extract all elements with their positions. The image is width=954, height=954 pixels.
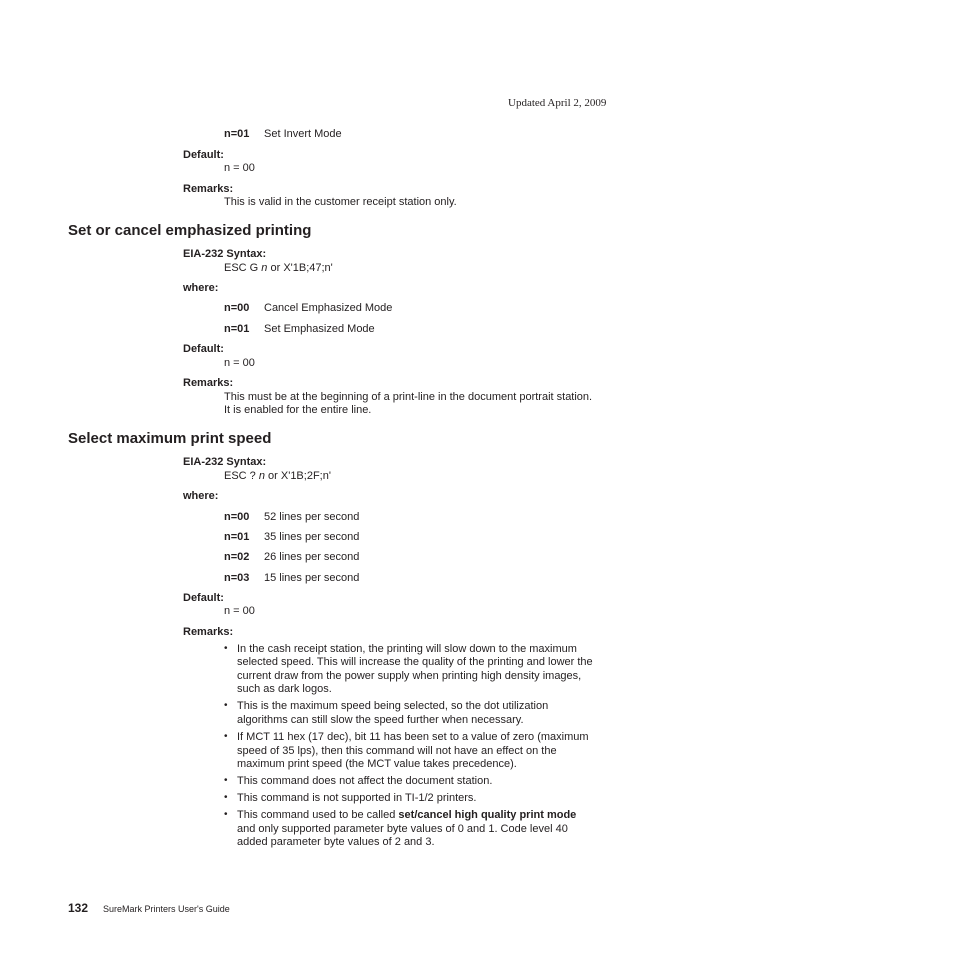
bullet-line: In the cash receipt station, the printing will slow down to the maximum [237, 643, 577, 655]
syntax-text: ESC G n or X'1B;47;n' [224, 262, 333, 274]
bullet-line: speed of 35 lps), then this command will not have an effect on the [237, 745, 557, 757]
page-number: 132 [68, 901, 89, 915]
param-key: n=00 [224, 511, 250, 523]
remarks-label: Remarks: [183, 183, 234, 195]
bullet-line: This command does not affect the document station. [237, 775, 493, 787]
default-value: n = 00 [224, 162, 255, 174]
bullet-line: If MCT 11 hex (17 dec), bit 11 has been set to a value of zero (maximum [237, 731, 589, 743]
param-key: n=00 [224, 302, 250, 314]
param-key: n=01 [224, 323, 250, 335]
where-label: where: [183, 490, 219, 502]
where-label: where: [183, 282, 219, 294]
param-key: n=02 [224, 551, 250, 563]
guide-title: SureMark Printers User's Guide [103, 904, 230, 914]
param-desc: 15 lines per second [264, 572, 360, 584]
default-label: Default: [183, 149, 224, 161]
bullet-line: current draw from the power supply when printing high density images, [237, 670, 582, 682]
remarks-line: It is enabled for the entire line. [224, 404, 372, 416]
bullet-line: and only supported parameter byte values of 0 and 1. Code level 40 [237, 823, 568, 835]
bullet-line: algorithms can still slow the speed further when necessary. [237, 714, 524, 726]
syntax-label: EIA-232 Syntax: [183, 248, 267, 260]
syntax-text: ESC ? n or X'1B;2F;n' [224, 470, 331, 482]
param-key: n=01 [224, 531, 250, 543]
remarks-text: This is valid in the customer receipt station only. [224, 196, 457, 208]
updated-date: Updated April 2, 2009 [508, 97, 607, 109]
bullet-icon: • [224, 731, 228, 742]
bullet-icon: • [224, 643, 228, 654]
bullet-line: added parameter byte values of 2 and 3. [237, 836, 435, 848]
syntax-label: EIA-232 Syntax: [183, 456, 267, 468]
bullet-icon: • [224, 792, 228, 803]
section-heading: Select maximum print speed [68, 430, 272, 447]
default-value: n = 00 [224, 605, 255, 617]
bullet-line: This command used to be called set/cancel high quality print mode [237, 809, 577, 821]
default-label: Default: [183, 592, 224, 604]
bullet-line: This is the maximum speed being selected, so the dot utilization [237, 700, 549, 712]
param-desc: 35 lines per second [264, 531, 360, 543]
bullet-icon: • [224, 809, 228, 820]
bullet-line: selected speed. This will increase the quality of the printing and lower the [237, 656, 593, 668]
remarks-label: Remarks: [183, 377, 234, 389]
bullet-icon: • [224, 775, 228, 786]
param-key: n=03 [224, 572, 250, 584]
bullet-line: such as dark logos. [237, 683, 332, 695]
section-heading: Set or cancel emphasized printing [68, 222, 312, 239]
bullet-icon: • [224, 700, 228, 711]
param-key: n=01 [224, 128, 250, 140]
remarks-label: Remarks: [183, 626, 234, 638]
param-desc: 26 lines per second [264, 551, 360, 563]
default-value: n = 00 [224, 357, 255, 369]
default-label: Default: [183, 343, 224, 355]
remarks-line: This must be at the beginning of a print-line in the document portrait station. [224, 391, 593, 403]
bullet-line: This command is not supported in TI-1/2 printers. [237, 792, 477, 804]
param-desc: Set Invert Mode [264, 128, 342, 140]
bullet-line: maximum print speed (the MCT value takes precedence). [237, 758, 517, 770]
param-desc: Set Emphasized Mode [264, 323, 375, 335]
param-desc: Cancel Emphasized Mode [264, 302, 393, 314]
param-desc: 52 lines per second [264, 511, 360, 523]
